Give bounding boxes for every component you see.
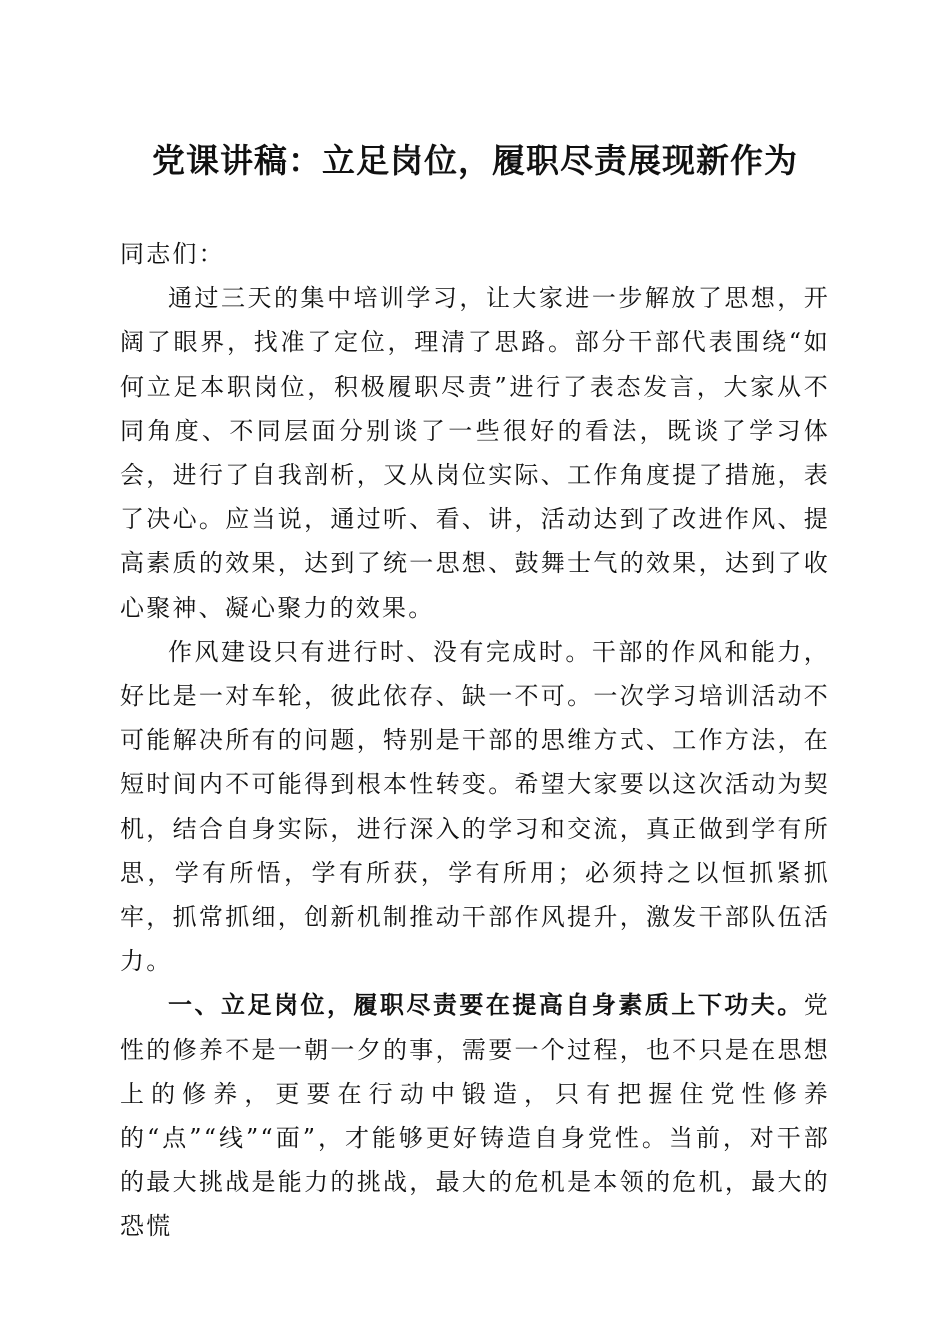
salutation: 同志们：: [120, 240, 225, 268]
paragraph-intro: 通过三天的集中培训学习，让大家进一步解放了思想，开阔了眼界，找准了定位，理清了思路。部分干部代表围绕“如何立足本职岗位，积极履职尽责”进行了表态发言，大家从不同角度、不同层面分别谈了一些很好的看法，既谈了学习体会，进行了自我剖析，又从岗位实际、工作角度提了措施，表了决心。应当说，通过听、看、讲，活动达到了改进作风、提高素质的效果，达到了统一思想、鼓舞士气的效果，达到了收心聚神、凝心聚力的效果。: [120, 284, 830, 622]
document-title: 党课讲稿：立足岗位，履职尽责展现新作为: [152, 141, 798, 180]
section-1-heading: 一、立足岗位，履职尽责要在提高自身素质上下功夫。: [168, 991, 804, 1020]
document-body: [120, 232, 830, 1249]
section-1-text: 党性的修养不是一朝一夕的事，需要一个过程，也不只是在思想上的修养，更要在行动中锻造，只有把握住党性修养的“点”“线”“面”，才能够更好铸造自身党性。当前，对干部的最大挑战是能力的挑战，最大的危机是本领的危机，最大的恐慌: [120, 991, 830, 1241]
section-1-paragraph: [120, 983, 830, 1248]
paragraph-work-style: 作风建设只有进行时、没有完成时。干部的作风和能力，好比是一对车轮，彼此依存、缺一不可。一次学习培训活动不可能解决所有的问题，特别是干部的思维方式、工作方法，在短时间内不可能得到根本性转变。希望大家要以这次活动为契机，结合自身实际，进行深入的学习和交流，真正做到学有所思，学有所悟，学有所获，学有所用；必须持之以恒抓紧抓牢，抓常抓细，创新机制推动干部作风提升，激发干部队伍活力。: [120, 637, 830, 976]
